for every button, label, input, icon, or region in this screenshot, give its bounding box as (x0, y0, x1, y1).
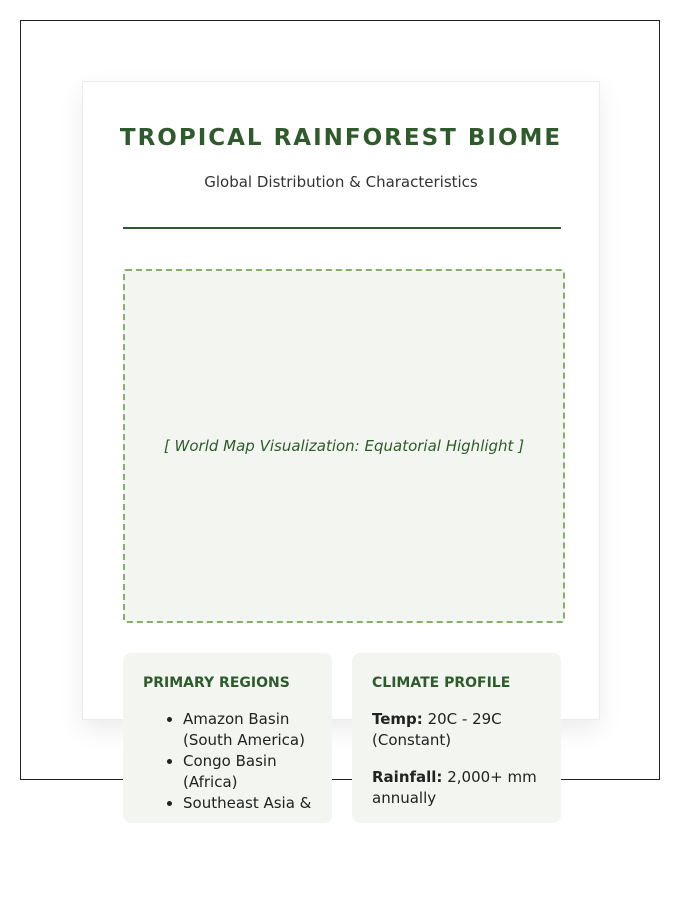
rainfall-label: Rainfall: (372, 768, 443, 786)
temperature-value: 20C - 29C (Constant) (372, 710, 502, 749)
region-item: • Amazon Basin (South America) (183, 709, 312, 751)
title-divider (123, 227, 561, 229)
rainfall-value: 2,000+ mm annually (372, 768, 537, 807)
page-title: TROPICAL RAINFOREST BIOME (119, 125, 563, 151)
temperature-label: Temp: (372, 710, 423, 728)
primary-regions-panel (123, 653, 332, 823)
region-item: • Congo Basin (Africa) (183, 751, 312, 793)
temperature-line (372, 709, 541, 751)
climate-profile-title: CLIMATE PROFILE (372, 675, 511, 691)
page-subtitle: Global Distribution & Characteristics (204, 173, 478, 191)
primary-regions-title: PRIMARY REGIONS (143, 675, 290, 691)
regions-list (143, 709, 312, 814)
map-caption: [ World Map Visualization: Equatorial Highlight ] (163, 437, 525, 455)
climate-profile-panel (352, 653, 561, 823)
region-item: • Southeast Asia & (183, 793, 312, 814)
rainfall-line (372, 767, 541, 809)
biome-card (82, 81, 600, 812)
world-map-placeholder (123, 269, 565, 623)
